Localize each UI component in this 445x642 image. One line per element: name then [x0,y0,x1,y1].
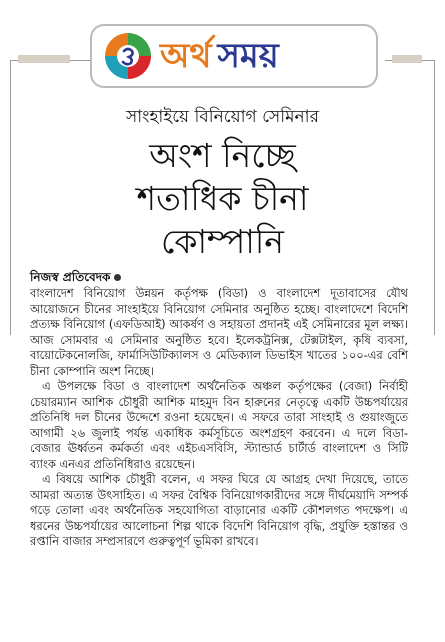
byline-dot-icon [114,274,121,281]
article-paragraph-2: এ উপলক্ষে বিডা ও বাংলাদেশ অর্থনৈতিক অঞ্চল কর্তৃপক্ষের (বেজা) নির্বাহী চেয়ারম্যান আশিক চৌধুরী আশিক মাহমুদ বিন হারুনের নেতৃত্বে একটি উচ্চপর্যায়ের প্রতিনিধি দল চীনের উদ্দেশে রওনা হয়েছেন। এ সফরে তারা সাংহাই ও গুয়াংজুতে আগামী ২৬ জুলাই পর্যন্ত একাধিক কর্মসূচিতে অংশগ্রহণ করবেন। এ দলে বিডা-বেজার ঊর্ধ্বতন কর্মকর্তা এবং এইচএসবিসি, স্ট্যান্ডার্ড চার্টার্ড বাংলাদেশ ও সিটি ব্যাংক এনএর প্রতিনিধিরাও রয়েছেন। [30,379,408,471]
headline-line-3: কোম্পানি [161,222,284,261]
brand-word-artho: অর্থ [160,36,212,76]
article-headline [0,134,445,263]
brand-name [160,36,279,76]
article-byline [30,269,121,285]
article-kicker: সাংহাইয়ে বিনিয়োগ সেমিনার [126,107,319,127]
headline-line-1: অংশ নিচ্ছে [149,136,296,175]
article-paragraph-3: এ বিষয়ে আশিক চৌধুরী বলেন, এ সফর ঘিরে যে আগ্রহ দেখা দিয়েছে, তাতে আমরা অত্যন্ত উৎসাহিত। এ সফর বৈশ্বিক বিনিয়োগকারীদের সঙ্গে দীর্ঘমেয়াদি সম্পর্ক গড়ে তোলা এবং অর্থনৈতিক সহযোগিতা বাড়ানোর একটি কৌশলগত পদক্ষেপ। এ ধরনের উচ্চপর্যায়ের আলোচনা শিল্প থাকে বিদেশি বিনিয়োগ বৃদ্ধি, প্রযুক্তি হস্তান্তর ও রপ্তানি বাজার সম্প্রসারণে গুরুত্বপূর্ণ ভূমিকা রাখবে। [30,472,408,548]
frame-accent-bar-left [18,55,70,63]
headline-line-2: শতাধিক চীনা [136,179,309,218]
brand-word-somoy: সময় [217,36,279,76]
circular-swirl-logo-icon [102,30,154,82]
masthead [90,24,378,88]
article-paragraph-1: বাংলাদেশ বিনিয়োগ উন্নয়ন কর্তৃপক্ষ (বিডা) ও বাংলাদেশ দূতাবাসের যৌথ আয়োজনে চীনের সাংহাইয়ে বিনিয়োগ সেমিনার অনুষ্ঠিত হচ্ছে। বাংলাদেশে বিদেশি প্রত্যক্ষ বিনিয়োগ (এফডিআই) আকর্ষণ ও সহায়তা প্রদানই এই সেমিনারের মূল লক্ষ্য। আজ সোমবার এ সেমিনার অনুষ্ঠিত হবে। ইলেকট্রনিক্স, টেক্সটাইল, কৃষি ব্যবসা, বায়োটেকনোলজি, ফার্মাসিউটিক্যালস ও মেডিক্যাল ডিভাইস খাতের ১০০-এর বেশি চীনা কোম্পানি অংশ নিচ্ছে। [30,286,408,378]
article-body [30,286,408,550]
frame-accent-bar-right [392,55,422,63]
byline-text: নিজস্ব প্রতিবেদক [30,270,111,284]
